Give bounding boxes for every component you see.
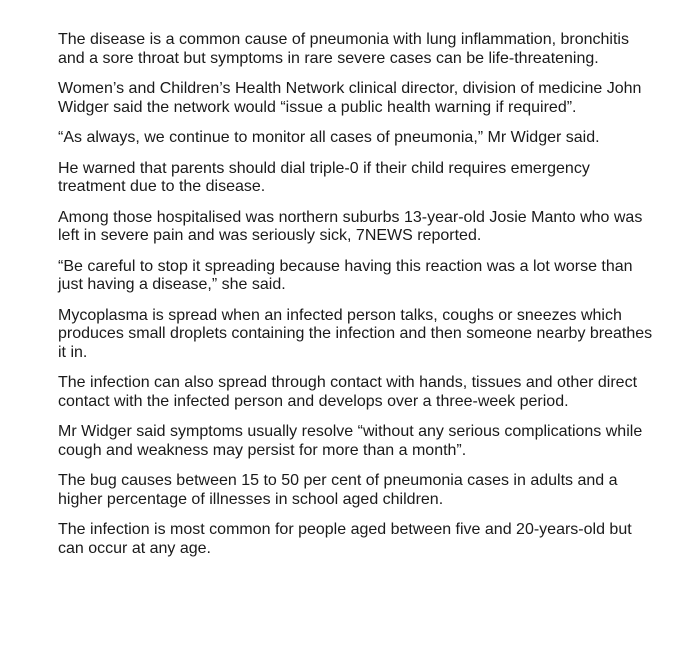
article-paragraph: “As always, we continue to monitor all cases of pneumonia,” Mr Widger said. [58, 129, 600, 146]
article-paragraph: Mr Widger said symptoms usually resolve “without any serious complications while cough and weakness may persist for more than a month”. [58, 423, 643, 459]
article-paragraph: Women’s and Children’s Health Network clinical director, division of medicine John Widger said the network would “issue a public health warning if required”. [58, 80, 642, 116]
article-paragraph: The disease is a common cause of pneumonia with lung inflammation, bronchitis and a sore throat but symptoms in rare severe cases can be life-threatening. [58, 31, 629, 67]
article-paragraph: The infection is most common for people aged between five and 20-years-old but can occur at any age. [58, 521, 632, 557]
article-paragraph: The infection can also spread through contact with hands, tissues and other direct contact with the infected person and develops over a three-week period. [58, 374, 638, 410]
article-body [58, 31, 658, 570]
article-paragraph: “Be careful to stop it spreading because having this reaction was a lot worse than just having a disease,” she said. [58, 257, 633, 293]
article-paragraph: The bug causes between 15 to 50 per cent of pneumonia cases in adults and a higher percentage of illnesses in school aged children. [58, 472, 618, 508]
article-paragraph: Among those hospitalised was northern suburbs 13-year-old Josie Manto who was left in severe pain and was seriously sick, 7NEWS reported. [58, 208, 643, 244]
article-paragraph: Mycoplasma is spread when an infected person talks, coughs or sneezes which produces small droplets containing the infection and then someone nearby breathes it in. [58, 306, 653, 361]
article-paragraph: He warned that parents should dial triple-0 if their child requires emergency treatment due to the disease. [58, 159, 590, 195]
